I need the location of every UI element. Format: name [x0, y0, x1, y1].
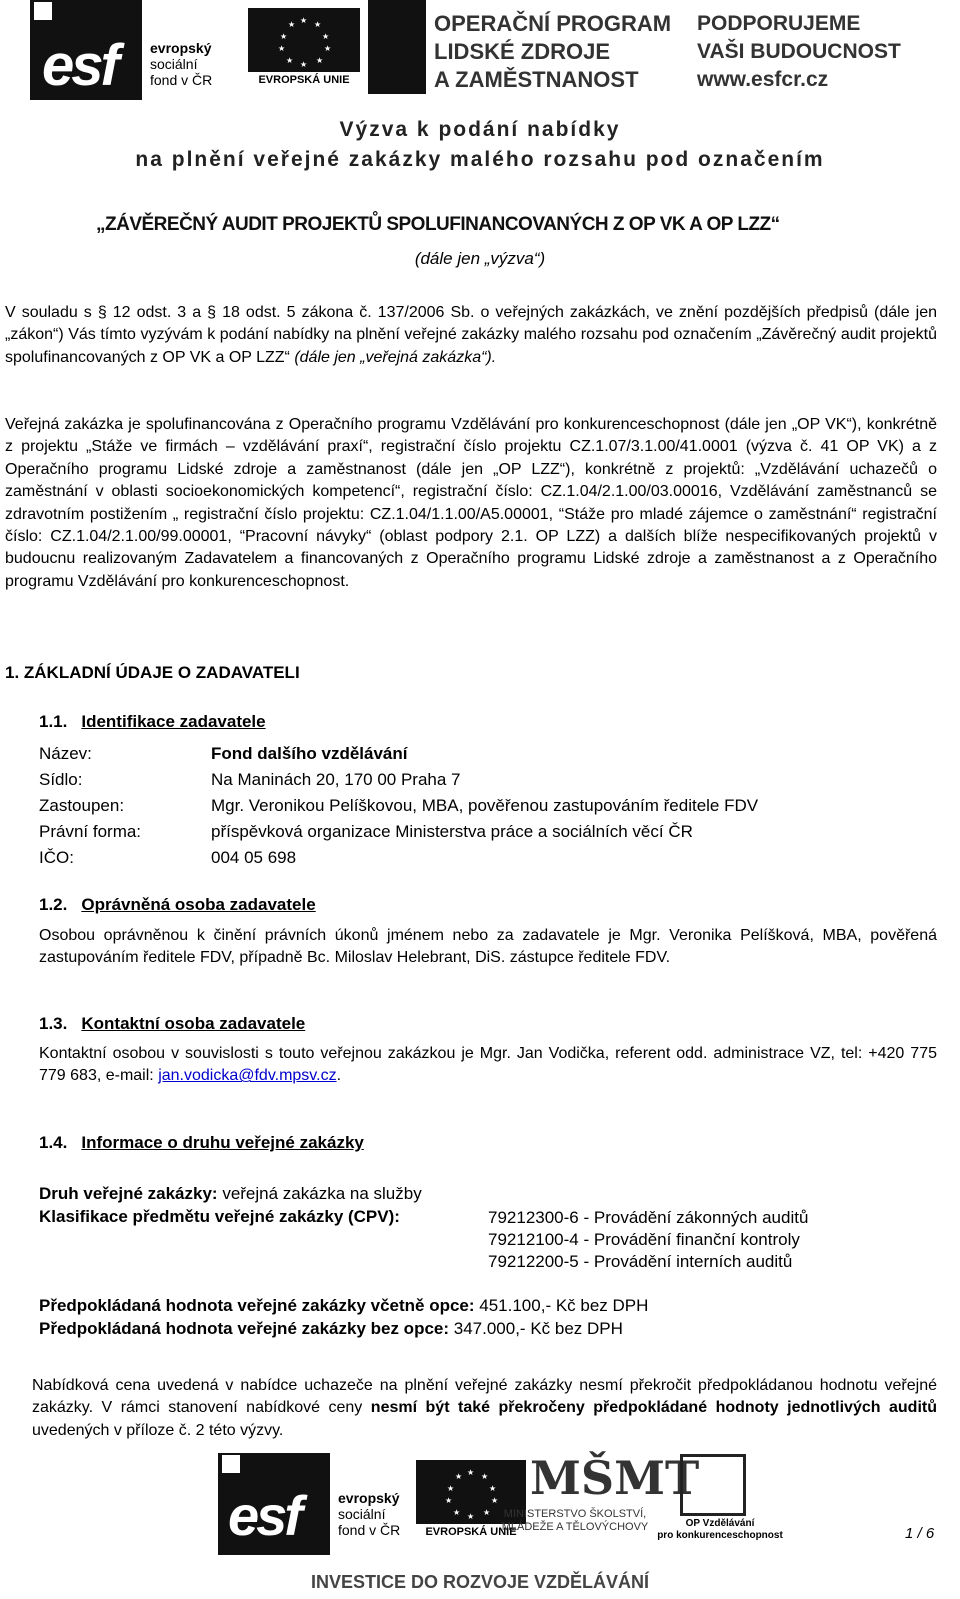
title-line1: Výzva k podání nabídky	[339, 118, 621, 141]
footer-esf-text: evropský sociální fond v ČR	[338, 1490, 401, 1538]
op-lzz-logo-text: OPERAČNÍ PROGRAM LIDSKÉ ZDROJE A ZAMĚSTNANOST	[434, 11, 672, 92]
section-1-3-heading: 1.3. Kontaktní osoba zadavatele	[39, 1014, 306, 1033]
msmt-text: MINISTERSTVO ŠKOLSTVÍ, MLÁDEŽE A TĚLOVÝCHOVY	[501, 1508, 649, 1533]
section-1-2-text: Osobou oprávněnou k činění právních úkonů jménem nebo za zadavatele je Mgr. Veronika Pelíšková, MBA, pověřená zastupováním ředitele FDV, případně Bc. Miloslav Helebrant, DiS. zástupce ředitele FDV.	[39, 927, 937, 967]
opvk-text: OP Vzdělávání pro konkurenceschopnost	[657, 1518, 783, 1541]
puzzle-icon	[368, 0, 426, 94]
main-title: „ZÁVĚREČNÝ AUDIT PROJEKTŮ SPOLUFINANCOVANÝCH Z OP VK A OP LZZ“	[96, 214, 780, 235]
cpv-item: 79212300-6 - Provádění zákonných auditů	[488, 1208, 809, 1227]
field-sidlo: Sídlo: Na Maninách 20, 170 00 Praha 7	[39, 770, 461, 789]
eu-flag-icon: ★ ★ ★ ★ ★ ★ ★ ★ ★ ★	[248, 8, 360, 72]
footer-esf-logo: esf	[218, 1453, 330, 1555]
cpv-item: 79212200-5 - Provádění interních auditů	[488, 1252, 793, 1271]
footer-invest-text: INVESTICE DO ROZVOJE VZDĚLÁVÁNÍ	[310, 1572, 650, 1592]
field-zastoupen: Zastoupen: Mgr. Veronikou Pelíškovou, MBA, pověřenou zastupováním ředitele FDV	[39, 796, 759, 815]
cpv-item: 79212100-4 - Provádění finanční kontroly	[488, 1230, 800, 1249]
section-1-2-heading: 1.2. Oprávněná osoba zadavatele	[39, 895, 316, 914]
email-link[interactable]: jan.vodicka@fdv.mpsv.cz	[158, 1067, 337, 1085]
field-nazev: Název: Fond dalšího vzdělávání	[39, 744, 408, 763]
title-line2: na plnění veřejné zakázky malého rozsahu pod označením	[135, 148, 825, 171]
intro-paragraph-1: V souladu s § 12 odst. 3 a § 18 odst. 5 zákona č. 137/2006 Sb. o veřejných zakázkách, ve znění pozdějších předpisů (dále jen „zákon“) Vás tímto vyzývám k podání nabídky na plnění veřejné zakázky malého rozsahu pod označením „Závěrečný audit projektů spolufinancovaných z OP VK a OP LZZ“ (dále jen „veřejná zakázka“).	[5, 304, 937, 366]
section-1-heading: 1. ZÁKLADNÍ ÚDAJE O ZADAVATELI	[5, 663, 300, 682]
eu-label: EVROPSKÁ UNIE	[258, 74, 350, 86]
section-1-1-heading: 1.1. Identifikace zadavatele	[39, 712, 266, 731]
title-sub: (dále jen „výzva“)	[414, 249, 546, 268]
esf-logo: esf	[30, 0, 142, 100]
field-pravni-forma: Právní forma: příspěvková organizace Ministerstva práce a sociálních věcí ČR	[39, 822, 693, 841]
section-1-4-heading: 1.4. Informace o druhu veřejné zakázky	[39, 1133, 364, 1152]
cpv-label: Klasifikace předmětu veřejné zakázky (CPV):	[39, 1207, 400, 1226]
msmt-logo: MŠMT	[530, 1451, 700, 1505]
esf-logo-text: evropský sociální fond v ČR	[150, 40, 213, 88]
footer-eu-flag-icon: ★ ★ ★ ★ ★ ★ ★ ★ ★ ★	[416, 1460, 526, 1524]
pv-logo-text: PODPORUJEME VAŠI BUDOUCNOST www.esfcr.cz	[697, 12, 901, 91]
field-ico: IČO: 004 05 698	[39, 848, 297, 867]
druh-zakazky: Druh veřejné zakázky: veřejná zakázka na služby	[39, 1184, 422, 1203]
footer-eu-label: EVROPSKÁ UNIE	[425, 1526, 517, 1538]
opvk-logo-icon	[680, 1454, 746, 1516]
page-number: 1 / 6	[905, 1525, 935, 1542]
price-note: Nabídková cena uvedená v nabídce uchazeče na plnění veřejné zakázky nesmí překročit předpokládanou hodnotu veřejné zakázky. V rámci stanovení nabídkové ceny nesmí být také překročeny předpokládané hodnoty jednotlivých auditů uvedených v příloze č. 2 této výzvy.	[32, 1377, 937, 1439]
hodnota-bez-opce: Předpokládaná hodnota veřejné zakázky bez opce: 347.000,- Kč bez DPH	[39, 1319, 623, 1338]
section-1-3-text: Kontaktní osobou v souvislosti s touto veřejnou zakázkou je Mgr. Jan Vodička, referent odd. administrace VZ, tel: +420 775 779 683, e-mail: jan.vodicka@fdv.mpsv.cz.	[39, 1045, 937, 1085]
cpv-list	[488, 1207, 808, 1273]
header-logos	[0, 0, 960, 100]
hodnota-vcetne-opce: Předpokládaná hodnota veřejné zakázky včetně opce: 451.100,- Kč bez DPH	[39, 1296, 649, 1315]
intro-paragraph-2: Veřejná zakázka je spolufinancována z Operačního programu Vzdělávání pro konkurenceschopnost (dále jen „OP VK“), konkrétně z projektu „Stáže ve firmách – vzdělávání praxí“, registrační číslo projektu CZ.1.07/3.1.00/41.0001 (výzva č. 41 OP VK) a z Operačního programu Lidské zdroje a zaměstnanost (dále jen „OP LZZ“), konkrétně z projektů: „Vzdělávání uchazečů o zaměstnání v oblasti socioekonomických kompetencí“, registrační číslo: CZ.1.04/2.1.00/03.00016, Vzdělávání zaměstnanců se zdravotním postižením „ registrační číslo projektu: CZ.1.04/1.1.00/A5.00001, “Stáže pro mladé zájemce o zaměstnání“ registrační číslo: CZ.1.04/2.1.00/99.00001, “Pracovní návyky“ (oblast podpory 2.1. OP LZZ) a dalších blíže nespecifikovaných projektů v budoucnu realizovaným Zadavatelem a financovaných z Operačního programu Lidské zdroje a zaměstnanost a z Operačního programu Vzdělávání pro konkurenceschopnost.	[5, 416, 937, 590]
